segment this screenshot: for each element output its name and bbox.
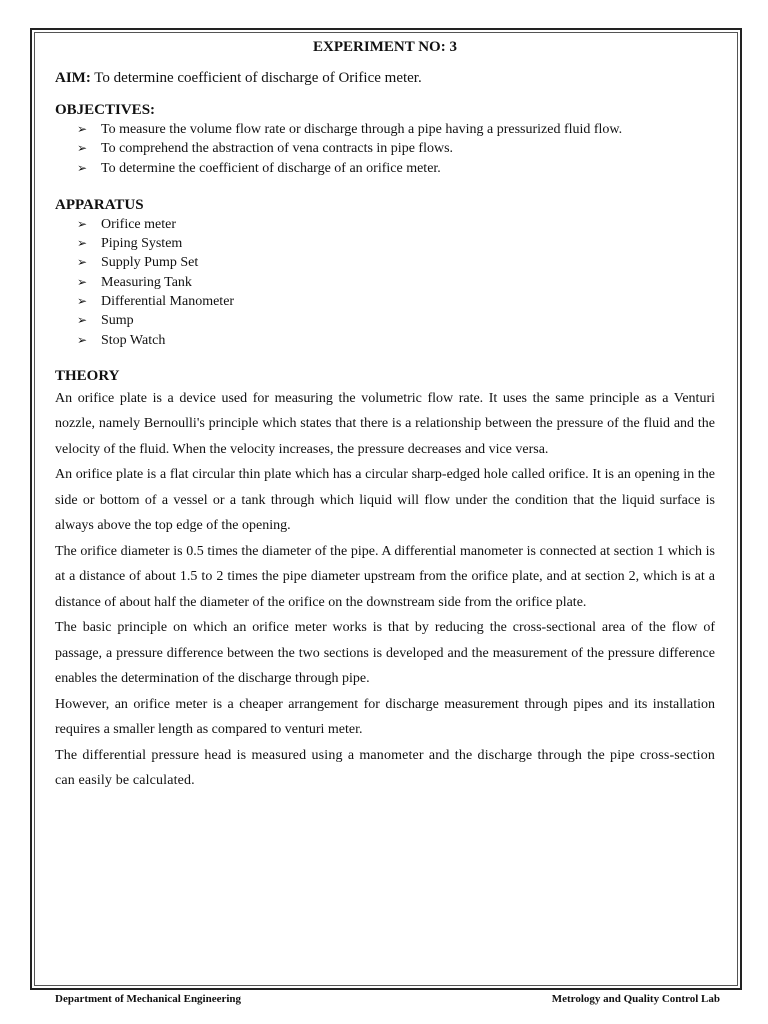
list-item: ➢ To determine the coefficient of discharge of an orifice meter. — [77, 159, 715, 178]
footer-department: Department of Mechanical Engineering — [55, 993, 242, 1005]
list-item: ➢ Piping System — [77, 234, 715, 253]
arrow-bullet-icon: ➢ — [77, 160, 88, 175]
theory-paragraph: An orifice plate is a flat circular thin plate which has a circular sharp-edged hole called orifice. It is an opening in the side or bottom of a vessel or a tank through which liquid will flow under the condition that the liquid surface is always above the top edge of the opening. — [55, 467, 715, 534]
list-item: ➢ To comprehend the abstraction of vena contracts in pipe flows. — [77, 139, 715, 158]
objectives-list — [55, 120, 715, 178]
theory-paragraph: An orifice plate is a device used for measuring the volumetric flow rate. It uses the same principle as a Venturi nozzle, namely Bernoulli's principle which states that there is a relationship between the pressure of the fluid and the velocity of the fluid. When the velocity increases, the pressure decreases and vice versa. — [55, 390, 715, 457]
list-item: ➢ Supply Pump Set — [77, 253, 715, 272]
list-item: ➢ Measuring Tank — [77, 273, 715, 292]
arrow-bullet-icon: ➢ — [77, 236, 88, 251]
objectives-heading: OBJECTIVES: — [55, 102, 156, 118]
theory-paragraph: The basic principle on which an orifice meter works is that by reducing the cross-sectional area of the flow of passage, a pressure difference between the two sections is developed and the measurement of the pressure difference enables the determination of the discharge through pipe. — [55, 620, 715, 687]
page-footer — [55, 993, 720, 1005]
arrow-bullet-icon: ➢ — [77, 122, 88, 136]
footer-lab-name: Metrology and Quality Control Lab — [551, 993, 720, 1005]
list-item: ➢ Sump — [77, 311, 715, 330]
arrow-bullet-icon: ➢ — [77, 255, 88, 270]
apparatus-list — [55, 215, 715, 350]
theory-paragraph: The differential pressure head is measured using a manometer and the discharge through the pipe cross-section can easily be calculated. — [55, 747, 715, 789]
arrow-bullet-icon: ➢ — [77, 332, 88, 347]
aim-statement — [55, 68, 715, 88]
document-page — [55, 38, 715, 794]
theory-paragraph: The orifice diameter is 0.5 times the diameter of the pipe. A differential manometer is connected at section 1 which is at a distance of about 1.5 to 2 times the pipe diameter upstream from the orifice plate, and at section 2, which is at a distance of about half the diameter of the orifice on the downstream side from the orifice plate. — [55, 543, 715, 610]
list-item: ➢ Orifice meter — [77, 215, 715, 234]
arrow-bullet-icon: ➢ — [77, 274, 88, 289]
theory-paragraph: However, an orifice meter is a cheaper arrangement for discharge measurement through pipes and its installation requires a smaller length as compared to venturi meter. — [55, 696, 715, 738]
aim-text: To determine coefficient of discharge of Orifice meter. — [90, 70, 422, 86]
arrow-bullet-icon: ➢ — [77, 294, 88, 309]
theory-heading: THEORY — [55, 367, 120, 384]
apparatus-heading: APPARATUS — [55, 196, 144, 213]
experiment-title: EXPERIMENT NO: 3 — [313, 39, 457, 55]
list-item: ➢ To measure the volume flow rate or discharge through a pipe having a pressurized fluid flow. — [77, 120, 715, 139]
arrow-bullet-icon: ➢ — [77, 141, 88, 156]
arrow-bullet-icon: ➢ — [77, 216, 88, 231]
arrow-bullet-icon: ➢ — [77, 313, 88, 328]
aim-label: AIM: — [55, 70, 91, 86]
list-item: ➢ Differential Manometer — [77, 292, 715, 311]
list-item: ➢ Stop Watch — [77, 331, 715, 350]
